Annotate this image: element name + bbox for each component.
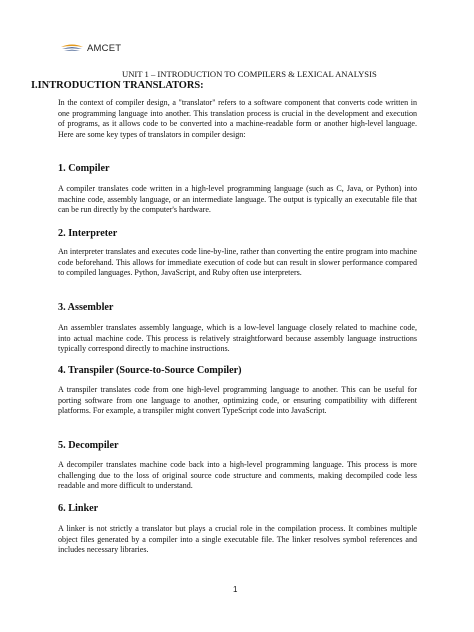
section-heading-compiler: 1. Compiler — [58, 163, 110, 174]
amcet-logo-icon — [60, 42, 84, 54]
intro-paragraph: In the context of compiler design, a "translator" refers to a software component that converts code written in one programming language into another. This translation process is crucial in the development and execution of programs, as it allows code to be converted into a machine-readable form or another high-level language. Here are some key types of translators in compiler design: — [58, 98, 417, 139]
section-heading-assembler: 3. Assembler — [58, 302, 114, 313]
section-body-assembler: An assembler translates assembly language, which is a low-level language closely related to machine code, into actual machine code. This process is relatively straightforward because assembly language instructions typically correspond directly to machine instructions. — [58, 323, 417, 354]
section-body-decompiler: A decompiler translates machine code back into a high-level programming language. This process is more challenging due to the loss of original source code structure and comments, making decompiled code less readable and more difficult to understand. — [58, 460, 417, 491]
section-body-interpreter: An interpreter translates and executes code line-by-line, rather than converting the entire program into machine code beforehand. This allows for immediate execution of code but can result in slower performance compared to compiled languages. Python, JavaScript, and Ruby often use interpreters. — [58, 247, 417, 278]
logo-text: AMCET — [87, 42, 122, 54]
section-body-transpiler: A transpiler translates code from one high-level programming language to another. This can be useful for porting software from one language to another, optimizing code, or ensuring compatibility with different platforms. For example, a transpiler might convert TypeScript code into JavaScript. — [58, 385, 417, 416]
section-body-compiler: A compiler translates code written in a high-level programming language (such as C, Java, or Python) into machine code, assembly language, or an intermediate language. The output is typically an executable file that can be run directly by the computer's hardware. — [58, 184, 417, 215]
unit-title: UNIT 1 – INTRODUCTION TO COMPILERS & LEXICAL ANALYSIS — [122, 69, 377, 79]
section-heading-interpreter: 2. Interpreter — [58, 228, 118, 239]
section-heading-transpiler: 4. Transpiler (Source-to-Source Compiler) — [58, 365, 242, 376]
page-number: 1 — [233, 585, 238, 594]
section-body-linker: A linker is not strictly a translator but plays a crucial role in the compilation process. It combines multiple object files generated by a compiler into a single executable file. The linker resolves symbol references and includes necessary libraries. — [58, 524, 417, 555]
section-heading-decompiler: 5. Decompiler — [58, 440, 119, 451]
main-heading: I.INTRODUCTION TRANSLATORS: — [31, 80, 204, 91]
section-heading-linker: 6. Linker — [58, 503, 99, 514]
amcet-logo — [60, 41, 121, 55]
